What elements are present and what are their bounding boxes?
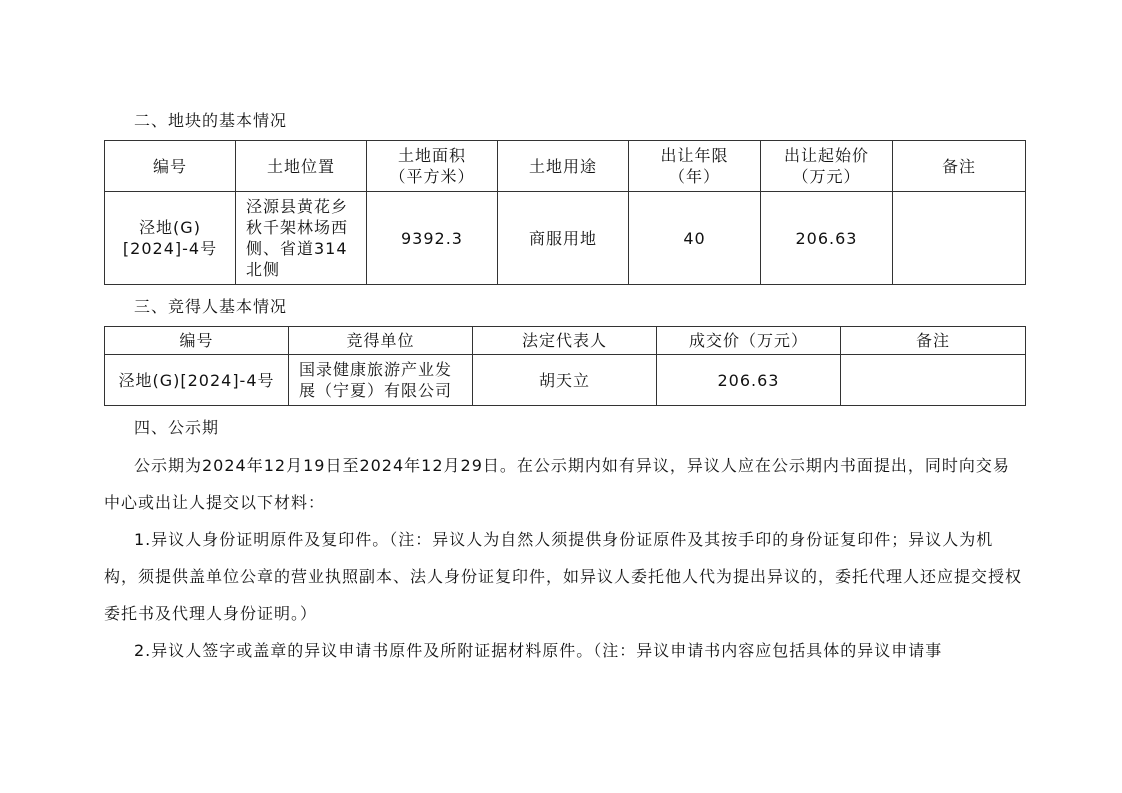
header-cell: 备注	[893, 141, 1026, 192]
cell-use: 商服用地	[498, 192, 629, 285]
header-cell: 出让年限 （年）	[629, 141, 761, 192]
cell-location: 泾源县黄花乡秋千架林场西侧、省道314北侧	[236, 192, 367, 285]
header-cell: 竞得单位	[289, 327, 473, 355]
cell-remark	[893, 192, 1026, 285]
cell-id: 泾地(G) [2024]-4号	[105, 192, 236, 285]
header-cell: 土地位置	[236, 141, 367, 192]
header-cell: 土地面积 （平方米）	[367, 141, 498, 192]
table-row	[105, 355, 1026, 406]
cell-legal-rep: 胡天立	[473, 355, 657, 406]
paragraph: 公示期为2024年12月19日至2024年12月29日。在公示期内如有异议，异议人应在公示期内书面提出，同时向交易中心或出让人提交以下材料：	[104, 456, 1010, 512]
section2-title: 二、地块的基本情况	[134, 111, 288, 130]
cell-price: 206.63	[657, 355, 841, 406]
header-cell: 出让起始价 （万元）	[761, 141, 893, 192]
cell-area: 9392.3	[367, 192, 498, 285]
paragraph: 1.异议人身份证明原件及复印件。（注：异议人为自然人须提供身份证原件及其按手印的身份证复印件；异议人为机构，须提供盖单位公章的营业执照副本、法人身份证复印件，如异议人委托他人代为提出异议的，委托代理人还应提交授权委托书及代理人身份证明。）	[104, 530, 1023, 623]
header-cell: 备注	[841, 327, 1026, 355]
header-cell: 法定代表人	[473, 327, 657, 355]
cell-id: 泾地(G)[2024]-4号	[105, 355, 289, 406]
table-row	[105, 192, 1026, 285]
header-cell: 编号	[105, 327, 289, 355]
header-cell: 土地用途	[498, 141, 629, 192]
cell-remark	[841, 355, 1026, 406]
section4-body	[104, 447, 1025, 669]
cell-term: 40	[629, 192, 761, 285]
section4-title: 四、公示期	[134, 418, 220, 437]
land-parcel-table	[104, 140, 1026, 285]
cell-start-price: 206.63	[761, 192, 893, 285]
cell-company: 国录健康旅游产业发展（宁夏）有限公司	[289, 355, 473, 406]
table-header-row	[105, 141, 1026, 192]
table-header-row	[105, 327, 1026, 355]
paragraph: 2.异议人签字或盖章的异议申请书原件及所附证据材料原件。（注：异议申请书内容应包括具体的异议申请事	[134, 641, 943, 660]
section3-title: 三、竞得人基本情况	[134, 297, 288, 316]
header-cell: 编号	[105, 141, 236, 192]
winning-bidder-table	[104, 326, 1026, 406]
header-cell: 成交价（万元）	[657, 327, 841, 355]
